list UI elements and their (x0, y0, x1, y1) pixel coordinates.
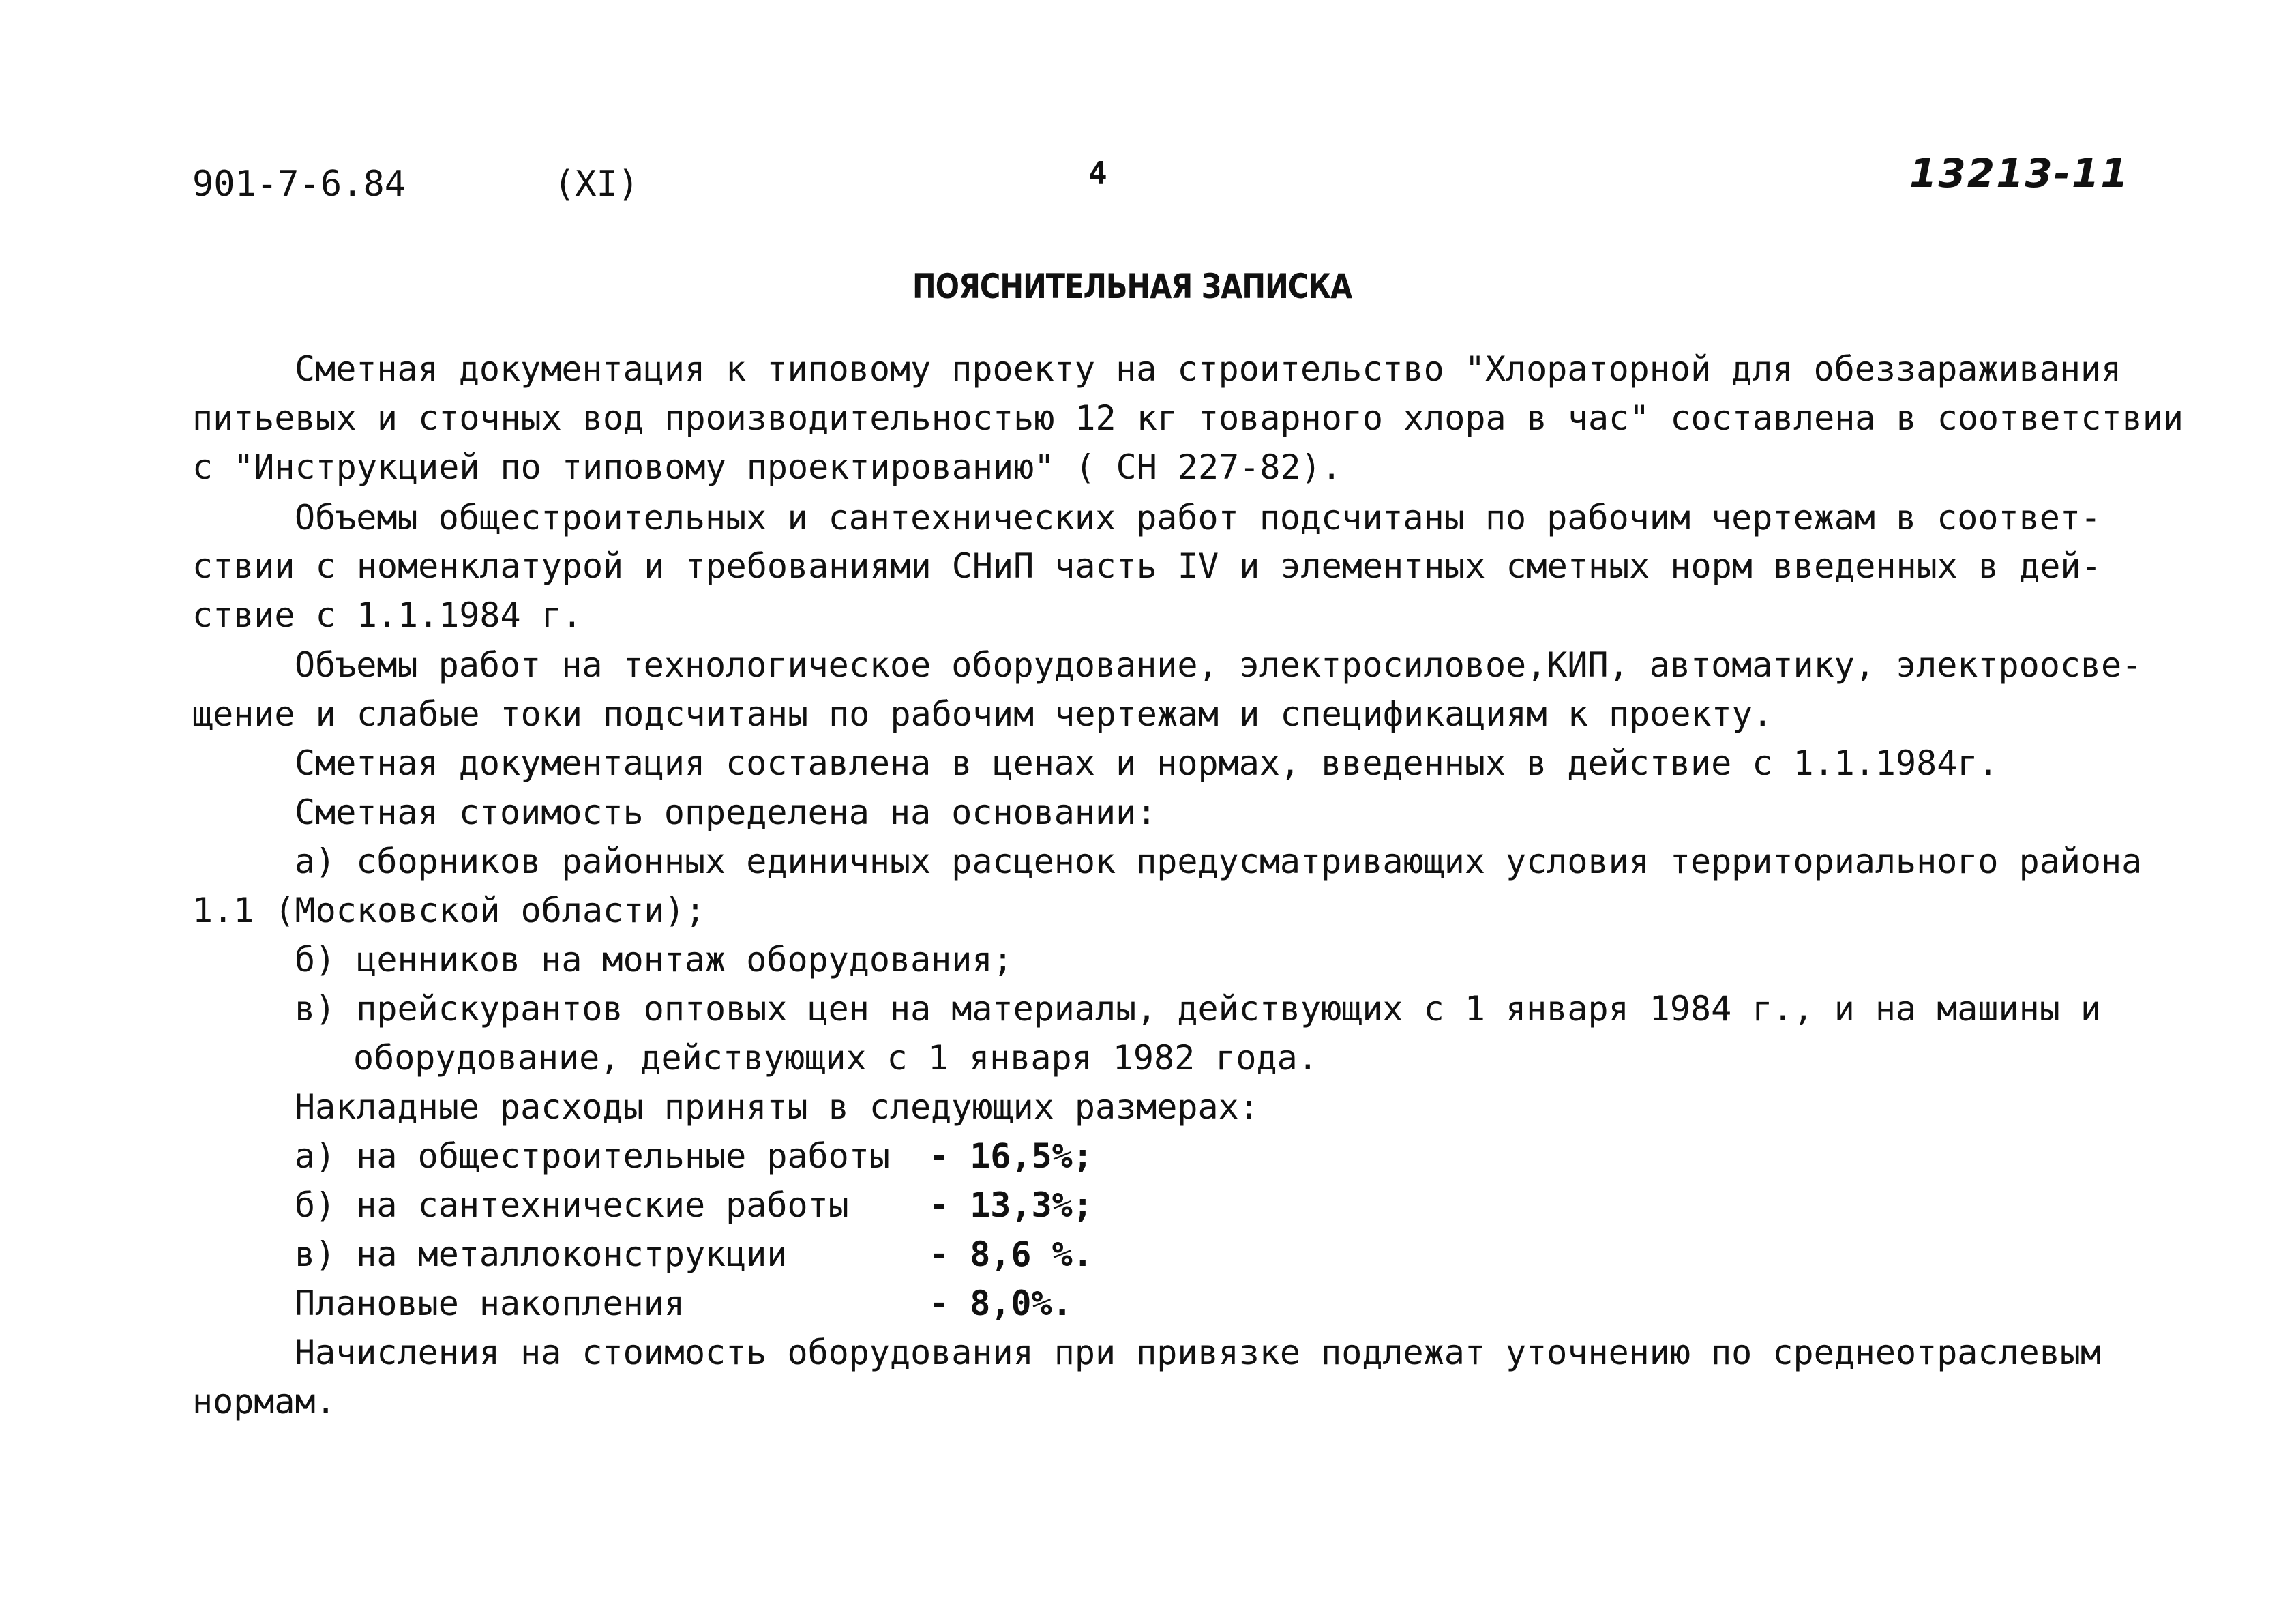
basis-item-c-line-2: оборудование, действующих с 1 января 1982 года. (353, 1038, 1318, 1078)
archive-stamp: 13213-11 (1909, 150, 2130, 196)
overhead-row-value: - 16,5%; (929, 1136, 1093, 1176)
page-number: 4 (1088, 155, 1107, 192)
overhead-row-label: Плановые накопления (295, 1284, 685, 1323)
paragraph-1-line-2: питьевых и сточных вод производительностью 12 кг товарного хлора в час" составлена в соответствии (192, 398, 2183, 438)
overhead-row-value: - 8,0%. (929, 1284, 1073, 1323)
paragraph-3-line-2: щение и слабые токи подсчитаны по рабочим чертежам и спецификациям к проекту. (192, 694, 1773, 734)
basis-item-a-line-2: 1.1 (Московской области); (192, 891, 706, 930)
paragraph-3-line-1: Объемы работ на технологическое оборудование, электросиловое,КИП, автоматику, электроосве- (295, 645, 2143, 685)
page-title: ПОЯСНИТЕЛЬНАЯ ЗАПИСКА (912, 267, 1352, 306)
paragraph-2-line-1: Объемы общестроительных и сантехнических работ подсчитаны по рабочим чертежам в соответ- (295, 498, 2102, 537)
overhead-row-value: - 8,6 %. (929, 1235, 1093, 1274)
document-code: 901-7-6.84 (192, 164, 406, 205)
closing-line-1: Начисления на стоимость оборудования при привязке подлежат уточнению по среднеотраслевым (295, 1333, 2102, 1372)
paragraph-1-line-1: Сметная документация к типовому проекту на строительство "Хлораторной для обеззараживания (295, 349, 2122, 389)
overhead-row-value: - 13,3%; (929, 1185, 1093, 1225)
basis-item-c-line-1: в) прейскурантов оптовых цен на материалы, действующих с 1 января 1984 г., и на машины и (295, 989, 2102, 1029)
basis-item-a-line-1: а) сборников районных единичных расценок предусматривающих условия территориального района (295, 842, 2143, 881)
paragraph-2-line-3: ствие с 1.1.1984 г. (192, 595, 582, 635)
overhead-row-label: в) на металлоконструкции (295, 1235, 788, 1274)
basis-item-b-line-1: б) ценников на монтаж оборудования; (295, 940, 1013, 979)
paragraph-1-line-3: с "Инструкцией по типовому проектированию" ( СН 227-82). (192, 447, 1342, 487)
paragraph-5-line-1: Сметная стоимость определена на основании: (295, 793, 1157, 832)
closing-line-2: нормам. (192, 1382, 336, 1421)
document-part: (XI) (554, 164, 640, 205)
paragraph-2-line-2: ствии с номенклатурой и требованиями СНиП часть IV и элементных сметных норм введенных в дей- (192, 546, 2102, 586)
paragraph-4-line-1: Сметная документация составлена в ценах и нормах, введенных в действие с 1.1.1984г. (295, 743, 1999, 783)
overhead-intro: Накладные расходы приняты в следующих размерах: (295, 1087, 1259, 1127)
overhead-row-label: б) на сантехнические работы (295, 1185, 849, 1225)
overhead-row-label: а) на общестроительные работы (295, 1136, 890, 1176)
